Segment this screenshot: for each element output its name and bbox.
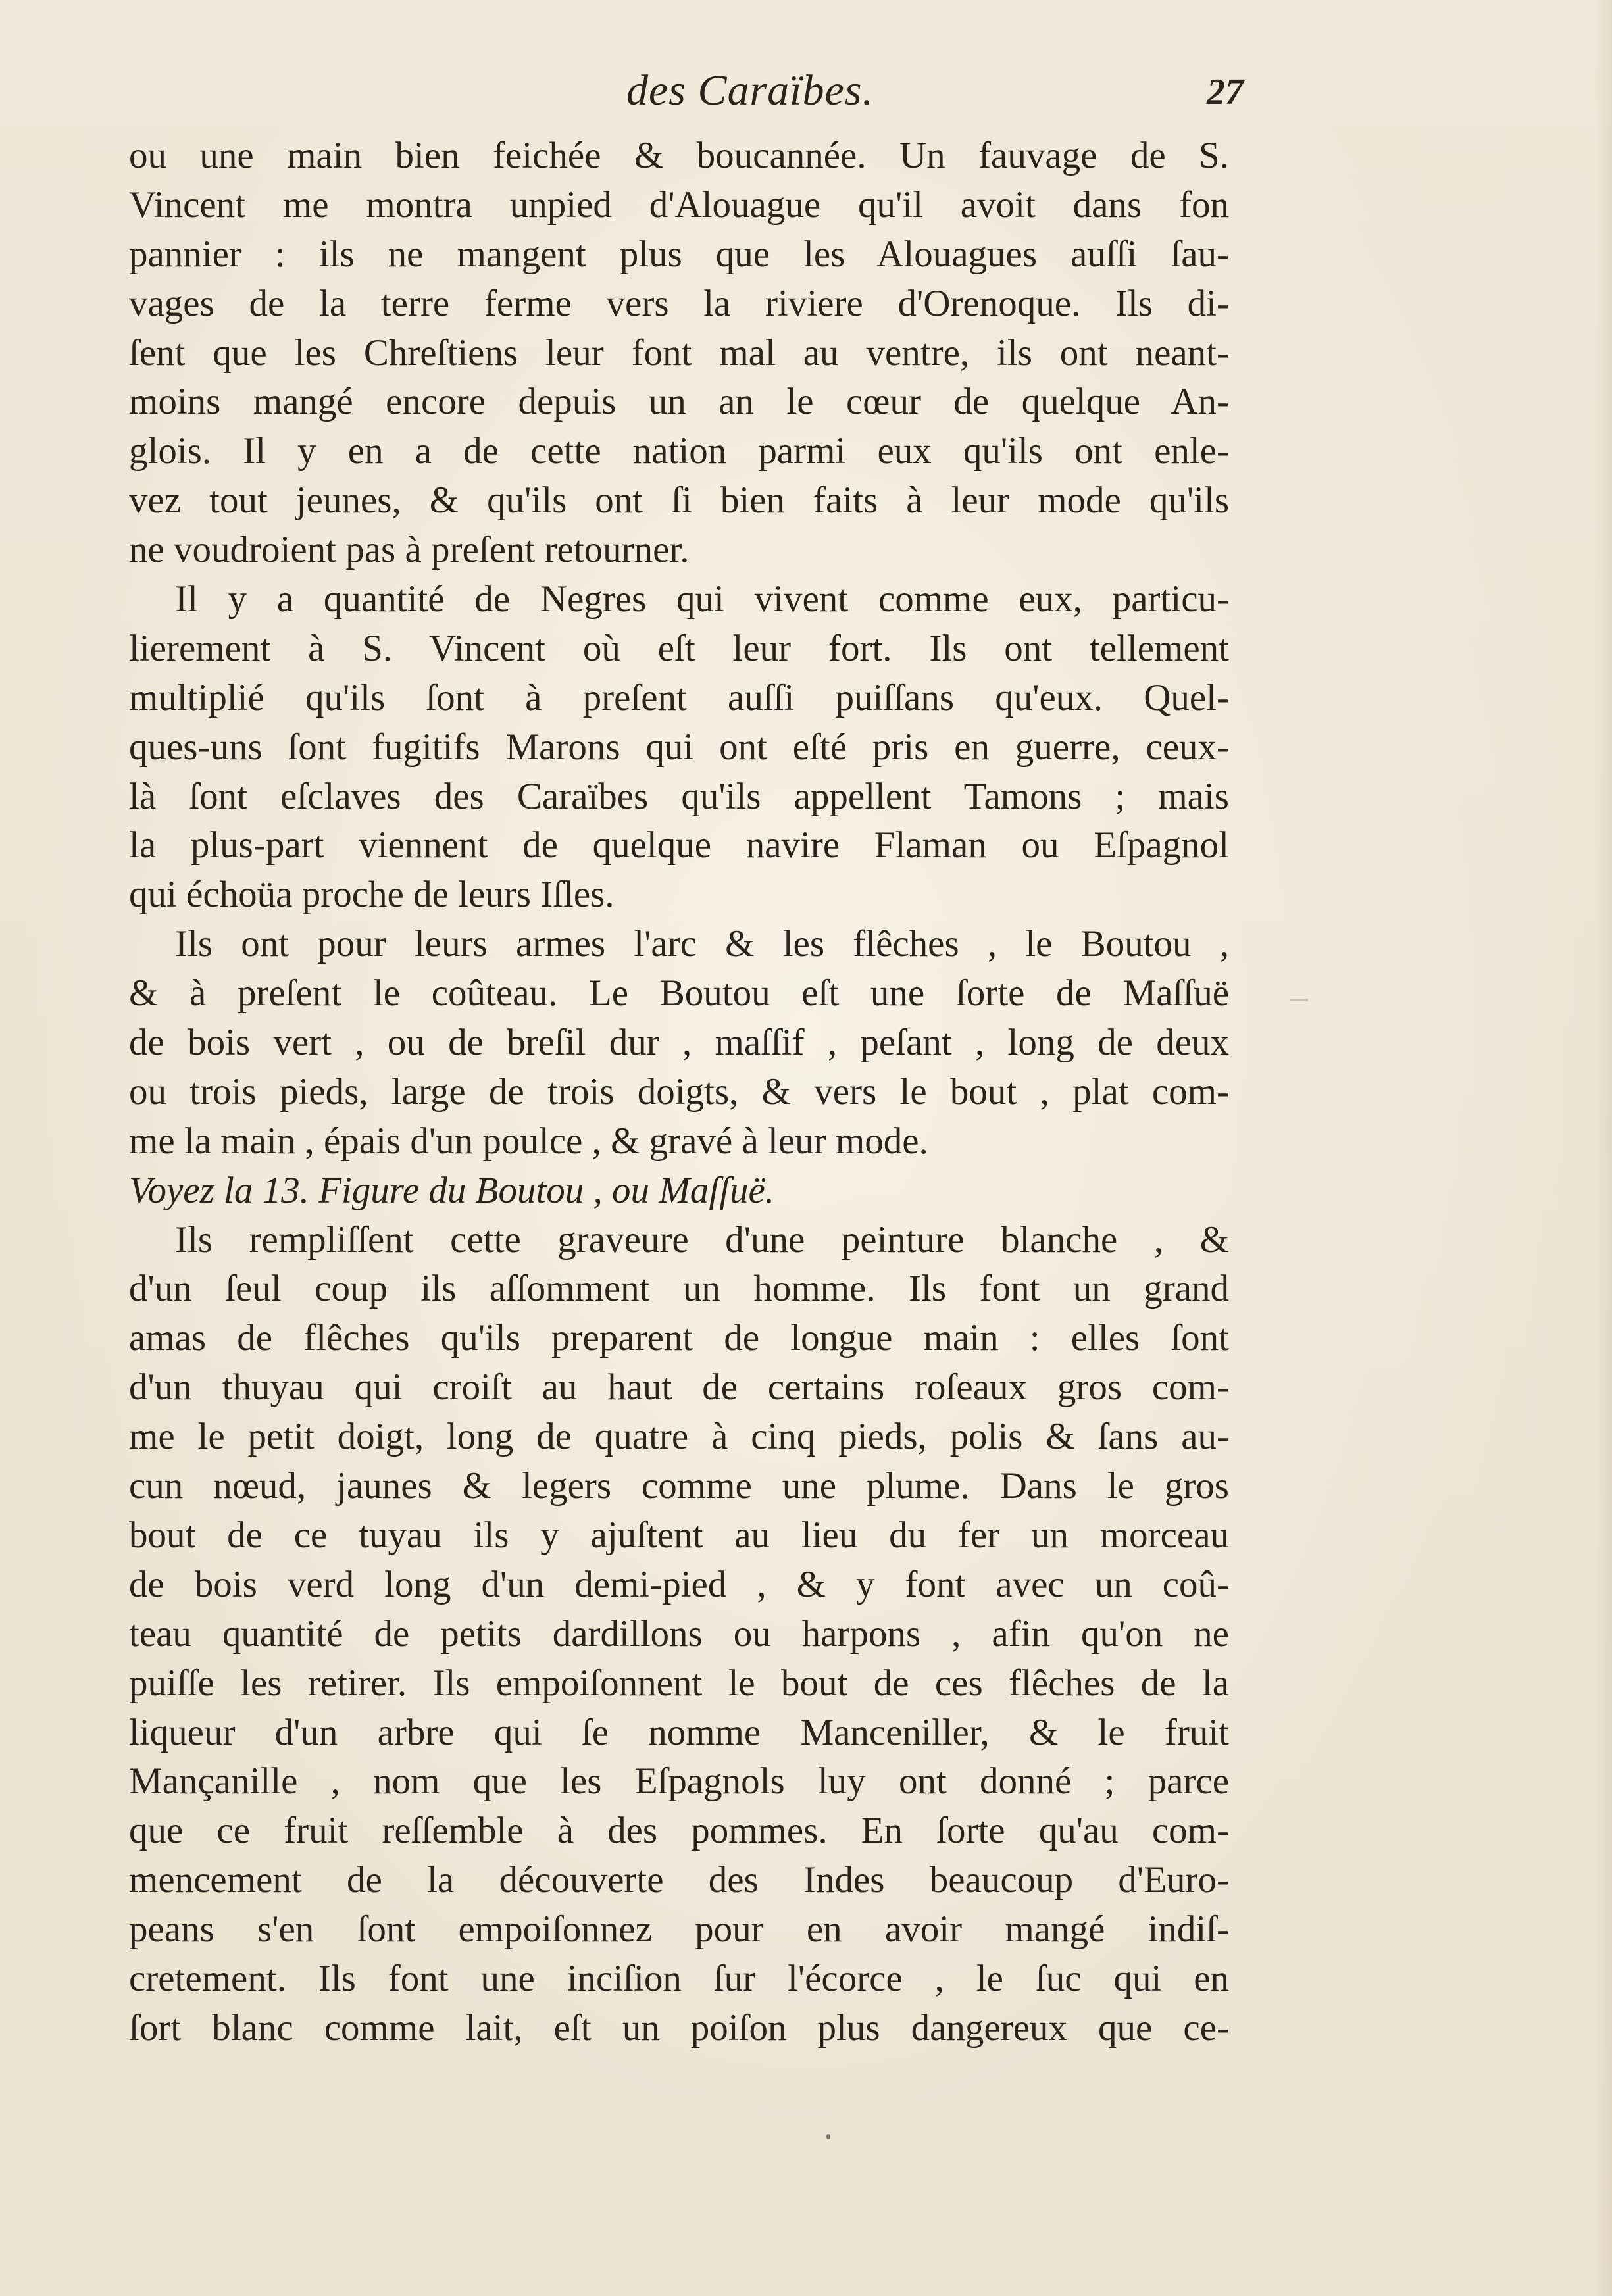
text-line: Il y a quantité de Negres qui vivent comme eux, particu-	[175, 578, 1229, 620]
text-line: mencement de la découverte des Indes beaucoup d'Euro-	[129, 1859, 1229, 1901]
figure-reference: Voyez la 13. Figure du Boutou , ou Maſſuë.	[129, 1169, 774, 1211]
text-line: ſort blanc comme lait, eſt un poiſon plus dangereux que ce-	[129, 2007, 1229, 2049]
text-line: Mançanille , nom que les Eſpagnols luy ont donné ; parce	[129, 1760, 1229, 1803]
page-edge-shadow	[1595, 0, 1612, 2296]
text-line: peans s'en ſont empoiſonnez pour en avoir mangé indiſ-	[129, 1909, 1229, 1951]
text-line: ſent que les Chreſtiens leur font mal au ventre, ils ont neant-	[129, 332, 1229, 374]
body-text	[129, 132, 1229, 2053]
text-line: amas de flêches qu'ils preparent de longue main : elles ſont	[129, 1317, 1229, 1359]
text-line: de bois vert , ou de breſil dur , maſſif , peſant , long de deux	[129, 1022, 1229, 1064]
text-line: cretement. Ils font une inciſion ſur l'écorce , le ſuc qui en	[129, 1957, 1229, 1999]
running-title: des Caraïbes.	[626, 66, 874, 114]
text-line: Ils ont pour leurs armes l'arc & les flêches , le Boutou ,	[175, 923, 1229, 965]
text-line: cun nœud, jaunes & legers comme une plume. Dans le gros	[129, 1465, 1229, 1507]
text-line: puiſſe les retirer. Ils empoiſonnent le bout de ces flêches de la	[129, 1662, 1229, 1704]
margin-mark	[1290, 999, 1308, 1001]
text-line: vez tout jeunes, & qu'ils ont ſi bien faits à leur mode qu'ils	[129, 480, 1229, 522]
text-line: Vincent me montra unpied d'Alouague qu'il avoit dans fon	[129, 184, 1229, 226]
text-line: que ce fruit reſſemble à des pommes. En ſorte qu'au com-	[129, 1810, 1229, 1852]
text-line: lierement à S. Vincent où eſt leur fort. Ils ont tellement	[129, 627, 1229, 669]
text-line: d'un ſeul coup ils aſſomment un homme. Ils font un grand	[129, 1268, 1229, 1310]
text-line: de bois verd long d'un demi-pied , & y font avec un coû-	[129, 1563, 1229, 1605]
text-line: vages de la terre ferme vers la riviere d'Orenoque. Ils di-	[129, 282, 1229, 324]
page-number: 27	[1207, 72, 1244, 112]
text-line: là ſont eſclaves des Caraïbes qu'ils appellent Tamons ; mais	[129, 775, 1229, 817]
text-line: la plus-part viennent de quelque navire Flaman ou Eſpagnol	[129, 824, 1229, 866]
text-line: Ils rempliſſent cette graveure d'une peinture blanche , &	[175, 1218, 1229, 1260]
text-line: & à preſent le coûteau. Le Boutou eſt une ſorte de Maſſuë	[129, 972, 1229, 1014]
text-line: teau quantité de petits dardillons ou harpons , afin qu'on ne	[129, 1612, 1229, 1655]
text-line: me la main , épais d'un poulce , & gravé à leur mode.	[129, 1120, 928, 1162]
text-line: ne voudroient pas à preſent retourner.	[129, 529, 690, 571]
text-line: ou une main bien feichée & boucannée. Un fauvage de S.	[129, 135, 1229, 176]
text-line: ques-uns ſont fugitifs Marons qui ont eſté pris en guerre, ceux-	[129, 726, 1229, 768]
text-line: moins mangé encore depuis un an le cœur de quelque An-	[129, 381, 1229, 423]
text-line: liqueur d'un arbre qui ſe nomme Manceniller, & le fruit	[129, 1711, 1229, 1753]
text-line: me le petit doigt, long de quatre à cinq pieds, polis & ſans au-	[129, 1416, 1229, 1458]
text-line: bout de ce tuyau ils y ajuſtent au lieu du fer un morceau	[129, 1514, 1229, 1556]
text-line: ou trois pieds, large de trois doigts, & vers le bout , plat com-	[129, 1070, 1229, 1112]
text-line: multiplié qu'ils ſont à preſent auſſi puiſſans qu'eux. Quel-	[129, 676, 1229, 718]
text-line: qui échoüa proche de leurs Iſles.	[129, 874, 615, 916]
text-line: d'un thuyau qui croiſt au haut de certains roſeaux gros com-	[129, 1366, 1229, 1409]
ink-speck	[826, 2134, 830, 2139]
text-line: pannier : ils ne mangent plus que les Alouagues auſſi ſau-	[129, 233, 1229, 275]
text-line: glois. Il y en a de cette nation parmi eux qu'ils ont enle-	[129, 430, 1229, 472]
